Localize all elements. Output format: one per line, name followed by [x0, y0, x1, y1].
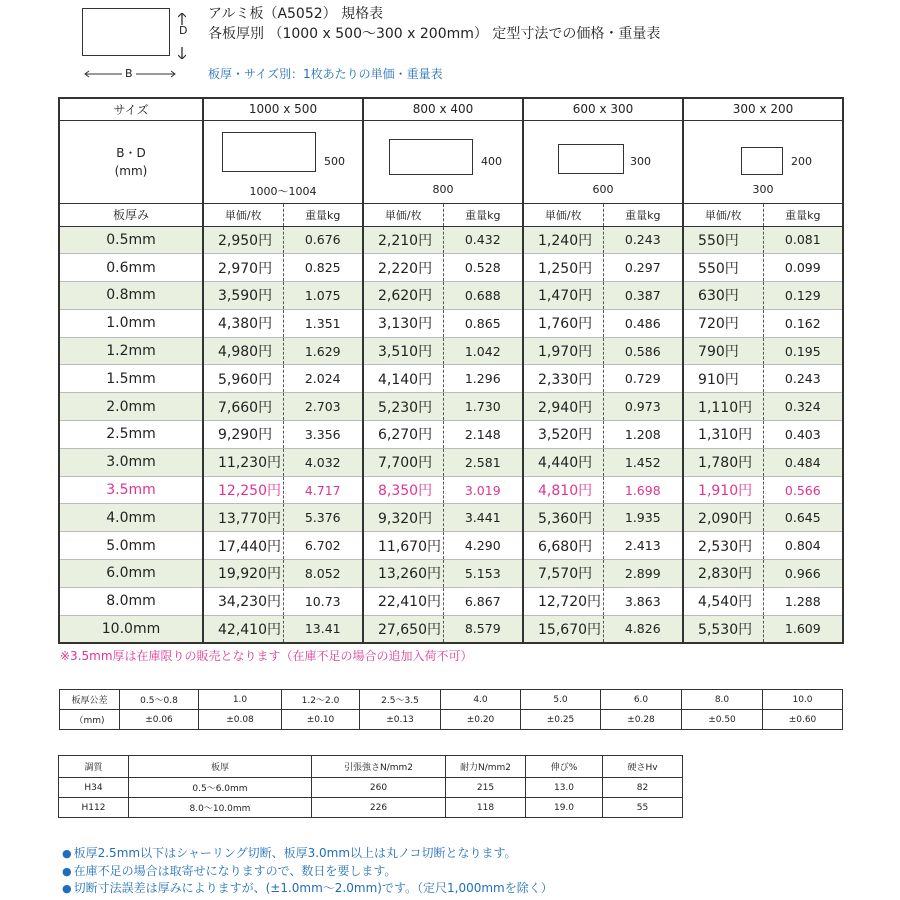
- diagram-b-label: B: [122, 67, 136, 80]
- weight-header: 重量kg: [443, 203, 523, 226]
- tolerance-cell: ±0.13: [360, 710, 441, 730]
- diagram-d-label: D: [179, 24, 188, 37]
- property-cell: 260: [312, 778, 446, 798]
- thickness-cell: 1.0mm: [59, 309, 203, 337]
- table-row: [59, 393, 843, 421]
- unit-price-header: 単価/枚: [523, 203, 603, 226]
- weight-cell: 4.290: [443, 532, 523, 560]
- weight-cell: 0.081: [763, 226, 843, 254]
- weight-cell: 1.351: [283, 309, 363, 337]
- property-cell: 118: [446, 798, 526, 818]
- weight-cell: 0.865: [443, 309, 523, 337]
- weight-cell: 0.387: [603, 282, 683, 310]
- unit-price-cell: 34,230円: [203, 587, 283, 615]
- weight-cell: 2.581: [443, 448, 523, 476]
- note-text: 在庫不足の場合は取寄せになりますので、数日を要します。: [73, 863, 397, 878]
- unit-price-cell: 4,440円: [523, 448, 603, 476]
- unit-price-cell: 6,680円: [523, 532, 603, 560]
- thickness-cell: 5.0mm: [59, 532, 203, 560]
- unit-price-cell: 3,130円: [363, 309, 443, 337]
- unit-price-cell: 2,090円: [683, 504, 763, 532]
- weight-cell: 6.702: [283, 532, 363, 560]
- sheet-b-label: 800: [432, 182, 454, 196]
- table-row: [59, 587, 843, 615]
- sheet-shape-600x300: [558, 144, 624, 174]
- unit-price-cell: 19,920円: [203, 560, 283, 588]
- property-header-cell: 調質: [59, 756, 129, 778]
- thickness-cell: 2.0mm: [59, 393, 203, 421]
- weight-cell: 2.899: [603, 560, 683, 588]
- thickness-cell: 6.0mm: [59, 560, 203, 588]
- property-cell: 13.0: [526, 778, 603, 798]
- unit-price-cell: 27,650円: [363, 615, 443, 643]
- table-row: [59, 615, 843, 643]
- unit-price-cell: 1,760円: [523, 309, 603, 337]
- tolerance-row: [60, 690, 843, 710]
- weight-cell: 0.297: [603, 254, 683, 282]
- tolerance-cell: ±0.50: [682, 710, 763, 730]
- property-header-cell: 引張強さN/mm2: [312, 756, 446, 778]
- tolerance-cell: 板厚公差: [60, 690, 120, 710]
- unit-price-cell: 1,910円: [683, 476, 763, 504]
- weight-cell: 2.703: [283, 393, 363, 421]
- weight-cell: 3.441: [443, 504, 523, 532]
- weight-cell: 3.863: [603, 587, 683, 615]
- weight-cell: 1.609: [763, 615, 843, 643]
- unit-price-cell: 1,250円: [523, 254, 603, 282]
- unit-price-cell: 12,720円: [523, 587, 603, 615]
- size-diagram: [80, 5, 195, 81]
- property-header-cell: 板厚: [129, 756, 312, 778]
- weight-header: 重量kg: [763, 203, 843, 226]
- unit-price-cell: 2,220円: [363, 254, 443, 282]
- unit-price-cell: 1,240円: [523, 226, 603, 254]
- note-item: [62, 845, 553, 863]
- tolerance-cell: 4.0: [441, 690, 521, 710]
- weight-cell: 0.645: [763, 504, 843, 532]
- table-row: [59, 532, 843, 560]
- sheet-shape-800x400: [389, 139, 473, 175]
- page-subtitle: 各板厚別 （1000 x 500〜300 x 200mm） 定型寸法での価格・重量表: [208, 26, 661, 42]
- property-cell: 8.0〜10.0mm: [129, 798, 312, 818]
- unit-price-cell: 630円: [683, 282, 763, 310]
- weight-cell: 1.698: [603, 476, 683, 504]
- unit-price-cell: 8,350円: [363, 476, 443, 504]
- table-row: [59, 476, 843, 504]
- table-row: [59, 560, 843, 588]
- unit-price-cell: 17,440円: [203, 532, 283, 560]
- property-header-cell: 硬さHv: [603, 756, 683, 778]
- weight-cell: 1.730: [443, 393, 523, 421]
- unit-price-cell: 15,670円: [523, 615, 603, 643]
- note-item: [62, 880, 553, 898]
- size-header-label: サイズ: [59, 98, 203, 120]
- note-text: 板厚2.5mm以下はシャーリング切断、板厚3.0mm以上は丸ノコ切断となります。: [73, 846, 517, 860]
- weight-cell: 4.717: [283, 476, 363, 504]
- weight-cell: 8.052: [283, 560, 363, 588]
- weight-cell: 0.528: [443, 254, 523, 282]
- unit-price-cell: 7,570円: [523, 560, 603, 588]
- unit-price-cell: 5,960円: [203, 365, 283, 393]
- unit-price-cell: 3,520円: [523, 421, 603, 449]
- property-cell: H34: [59, 778, 129, 798]
- thickness-cell: 4.0mm: [59, 504, 203, 532]
- tolerance-cell: 10.0: [763, 690, 843, 710]
- property-table: [58, 755, 683, 818]
- thickness-cell: 2.5mm: [59, 421, 203, 449]
- weight-cell: 4.032: [283, 448, 363, 476]
- preview-800x400: [363, 120, 523, 203]
- thickness-cell: 0.6mm: [59, 254, 203, 282]
- unit-price-cell: 7,700円: [363, 448, 443, 476]
- table-row: [59, 421, 843, 449]
- unit-price-cell: 2,830円: [683, 560, 763, 588]
- unit-price-header: 単価/枚: [363, 203, 443, 226]
- weight-cell: 0.162: [763, 309, 843, 337]
- weight-cell: 0.825: [283, 254, 363, 282]
- tolerance-cell: 1.2〜2.0: [282, 690, 360, 710]
- tolerance-cell: ±0.10: [282, 710, 360, 730]
- thickness-cell: 8.0mm: [59, 587, 203, 615]
- weight-cell: 0.729: [603, 365, 683, 393]
- weight-cell: 1.935: [603, 504, 683, 532]
- unit-price-cell: 2,620円: [363, 282, 443, 310]
- weight-cell: 0.676: [283, 226, 363, 254]
- weight-cell: 0.432: [443, 226, 523, 254]
- unit-price-cell: 720円: [683, 309, 763, 337]
- property-cell: 226: [312, 798, 446, 818]
- unit-price-cell: 13,770円: [203, 504, 283, 532]
- property-cell: 0.5〜6.0mm: [129, 778, 312, 798]
- sheet-b-label: 600: [592, 182, 614, 196]
- weight-cell: 0.324: [763, 393, 843, 421]
- sheet-d-label: 200: [791, 154, 813, 168]
- table-row: [59, 337, 843, 365]
- table-row: [59, 309, 843, 337]
- unit-price-cell: 790円: [683, 337, 763, 365]
- bullet-icon: ●: [62, 864, 72, 878]
- weight-cell: 0.804: [763, 532, 843, 560]
- bullet-icon: ●: [62, 847, 72, 860]
- sheet-b-label: 1000〜1004: [249, 184, 317, 198]
- unit-price-cell: 4,980円: [203, 337, 283, 365]
- table-row: [59, 282, 843, 310]
- sheet-d-label: 400: [481, 154, 502, 168]
- unit-price-cell: 1,780円: [683, 448, 763, 476]
- unit-price-cell: 2,950円: [203, 226, 283, 254]
- unit-price-cell: 2,940円: [523, 393, 603, 421]
- weight-cell: 2.024: [283, 365, 363, 393]
- unit-price-cell: 1,470円: [523, 282, 603, 310]
- tolerance-cell: （mm): [60, 710, 120, 730]
- note-text: 切断寸法誤差は厚みによりますが、(±1.0mm〜2.0mm)です。（定尺1,000mmを除く）: [73, 881, 553, 895]
- weight-cell: 0.243: [603, 226, 683, 254]
- sheet-shape-300x200: [741, 147, 783, 175]
- unit-price-cell: 22,410円: [363, 587, 443, 615]
- note-item: [62, 863, 553, 881]
- size-header-600x300: 600 x 300: [523, 98, 683, 120]
- weight-cell: 6.867: [443, 587, 523, 615]
- table-row: [59, 448, 843, 476]
- unit-price-cell: 4,140円: [363, 365, 443, 393]
- tolerance-cell: 5.0: [521, 690, 601, 710]
- property-cell: 55: [603, 798, 683, 818]
- weight-cell: 0.966: [763, 560, 843, 588]
- weight-cell: 3.356: [283, 421, 363, 449]
- bd-unit-label: (mm): [114, 163, 148, 178]
- unit-price-cell: 4,380円: [203, 309, 283, 337]
- weight-cell: 3.019: [443, 476, 523, 504]
- unit-price-cell: 1,110円: [683, 393, 763, 421]
- weight-cell: 1.296: [443, 365, 523, 393]
- table-caption: 板厚・サイズ別：1枚あたりの単価・重量表: [208, 67, 443, 81]
- weight-cell: 5.153: [443, 560, 523, 588]
- tolerance-cell: 8.0: [682, 690, 763, 710]
- tolerance-cell: ±0.06: [120, 710, 199, 730]
- unit-price-cell: 550円: [683, 226, 763, 254]
- unit-price-cell: 11,670円: [363, 532, 443, 560]
- preview-1000x500: [203, 120, 363, 203]
- page-title: アルミ板（A5052） 規格表: [208, 6, 384, 22]
- bullet-icon: ●: [62, 882, 72, 895]
- property-cell: H112: [59, 798, 129, 818]
- tolerance-cell: ±0.28: [601, 710, 682, 730]
- unit-price-cell: 5,360円: [523, 504, 603, 532]
- thickness-cell: 1.5mm: [59, 365, 203, 393]
- weight-cell: 13.41: [283, 615, 363, 643]
- tolerance-cell: 1.0: [199, 690, 282, 710]
- size-header-800x400: 800 x 400: [363, 98, 523, 120]
- tolerance-cell: ±0.60: [763, 710, 843, 730]
- property-row: [59, 778, 683, 798]
- property-header-row: [59, 756, 683, 778]
- thickness-cell: 0.8mm: [59, 282, 203, 310]
- weight-cell: 0.129: [763, 282, 843, 310]
- weight-cell: 0.099: [763, 254, 843, 282]
- unit-price-cell: 9,320円: [363, 504, 443, 532]
- preview-600x300: [523, 120, 683, 203]
- unit-price-cell: 2,530円: [683, 532, 763, 560]
- unit-price-cell: 1,310円: [683, 421, 763, 449]
- thickness-cell: 3.5mm: [59, 476, 203, 504]
- thickness-cell: 3.0mm: [59, 448, 203, 476]
- sheet-d-label: 500: [324, 154, 345, 168]
- weight-cell: 1.629: [283, 337, 363, 365]
- notes-list: [62, 845, 553, 898]
- weight-cell: 0.403: [763, 421, 843, 449]
- unit-price-cell: 550円: [683, 254, 763, 282]
- sheet-d-label: 300: [630, 154, 652, 168]
- tolerance-cell: ±0.08: [199, 710, 282, 730]
- unit-price-cell: 11,230円: [203, 448, 283, 476]
- weight-cell: 4.826: [603, 615, 683, 643]
- property-header-cell: 伸び%: [526, 756, 603, 778]
- unit-price-cell: 42,410円: [203, 615, 283, 643]
- unit-price-cell: 5,530円: [683, 615, 763, 643]
- tolerance-table: [59, 689, 843, 730]
- weight-cell: 0.484: [763, 448, 843, 476]
- unit-price-cell: 3,590円: [203, 282, 283, 310]
- unit-price-header: 単価/枚: [203, 203, 283, 226]
- unit-price-cell: 2,970円: [203, 254, 283, 282]
- stock-note: ※3.5mm厚は在庫限りの販売となります（在庫不足の場合の追加入荷不可）: [60, 649, 473, 663]
- unit-price-cell: 2,330円: [523, 365, 603, 393]
- property-cell: 82: [603, 778, 683, 798]
- weight-cell: 1.208: [603, 421, 683, 449]
- property-header-cell: 耐力N/mm2: [446, 756, 526, 778]
- preview-300x200: [683, 120, 843, 203]
- thickness-header: 板厚み: [59, 203, 203, 226]
- table-row: [59, 254, 843, 282]
- size-header-300x200: 300 x 200: [683, 98, 843, 120]
- tolerance-row: [60, 710, 843, 730]
- weight-header: 重量kg: [603, 203, 683, 226]
- table-row: [59, 226, 843, 254]
- tolerance-cell: 2.5〜3.5: [360, 690, 441, 710]
- unit-price-cell: 7,660円: [203, 393, 283, 421]
- sheet-shape-1000x500: [222, 132, 316, 172]
- weight-cell: 0.688: [443, 282, 523, 310]
- property-row: [59, 798, 683, 818]
- unit-price-cell: 9,290円: [203, 421, 283, 449]
- tolerance-cell: 6.0: [601, 690, 682, 710]
- size-header-1000x500: 1000 x 500: [203, 98, 363, 120]
- bd-label: B・D: [116, 145, 146, 160]
- unit-price-cell: 4,810円: [523, 476, 603, 504]
- weight-cell: 5.376: [283, 504, 363, 532]
- unit-price-cell: 3,510円: [363, 337, 443, 365]
- weight-cell: 0.195: [763, 337, 843, 365]
- thickness-cell: 0.5mm: [59, 226, 203, 254]
- thickness-cell: 10.0mm: [59, 615, 203, 643]
- sheet-b-label: 300: [752, 182, 774, 196]
- price-weight-table: [58, 97, 844, 644]
- tolerance-cell: 0.5〜0.8: [120, 690, 199, 710]
- weight-cell: 0.973: [603, 393, 683, 421]
- unit-price-cell: 1,970円: [523, 337, 603, 365]
- unit-price-cell: 2,210円: [363, 226, 443, 254]
- unit-price-cell: 6,270円: [363, 421, 443, 449]
- table-row: [59, 504, 843, 532]
- weight-cell: 2.148: [443, 421, 523, 449]
- weight-cell: 1.452: [603, 448, 683, 476]
- table-row: [59, 365, 843, 393]
- thickness-cell: 1.2mm: [59, 337, 203, 365]
- weight-cell: 1.075: [283, 282, 363, 310]
- property-cell: 19.0: [526, 798, 603, 818]
- unit-price-cell: 910円: [683, 365, 763, 393]
- unit-price-header: 単価/枚: [683, 203, 763, 226]
- unit-price-cell: 4,540円: [683, 587, 763, 615]
- tolerance-cell: ±0.20: [441, 710, 521, 730]
- weight-cell: 0.243: [763, 365, 843, 393]
- weight-cell: 0.566: [763, 476, 843, 504]
- property-cell: 215: [446, 778, 526, 798]
- weight-cell: 8.579: [443, 615, 523, 643]
- weight-cell: 0.486: [603, 309, 683, 337]
- unit-price-cell: 13,260円: [363, 560, 443, 588]
- weight-cell: 0.586: [603, 337, 683, 365]
- bd-label-cell: [59, 120, 203, 203]
- weight-cell: 1.042: [443, 337, 523, 365]
- unit-price-cell: 12,250円: [203, 476, 283, 504]
- weight-cell: 2.413: [603, 532, 683, 560]
- weight-header: 重量kg: [283, 203, 363, 226]
- weight-cell: 1.288: [763, 587, 843, 615]
- unit-price-cell: 5,230円: [363, 393, 443, 421]
- tolerance-cell: ±0.25: [521, 710, 601, 730]
- weight-cell: 10.73: [283, 587, 363, 615]
- diagram-rectangle: [82, 8, 170, 56]
